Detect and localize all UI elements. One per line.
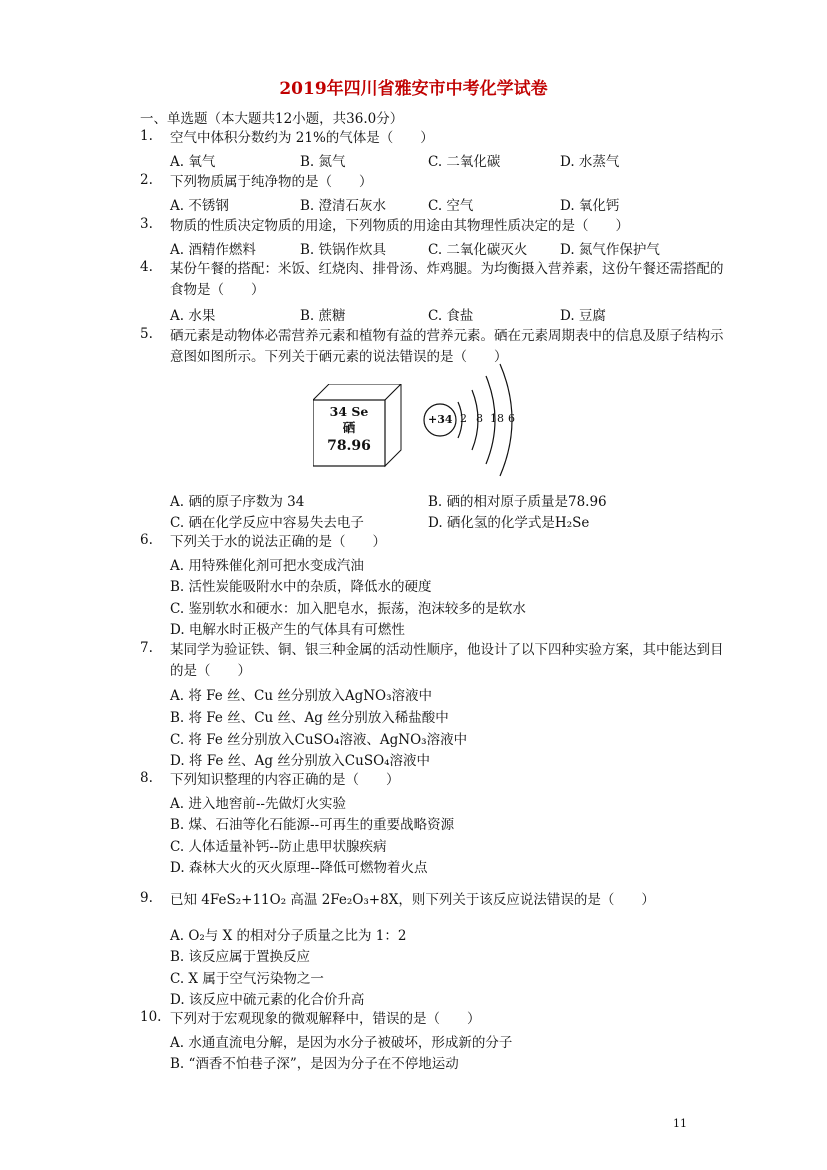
element-name: 硒 (342, 420, 356, 435)
option-c: C. 空气 (428, 198, 474, 214)
option-c: C. 鉴别软水和硬水：加入肥皂水，振荡，泡沫较多的是软水 (170, 601, 526, 617)
option-d: D. 豆腐 (560, 308, 606, 324)
question-number: 6. (140, 532, 153, 548)
option-a: A. O₂与 X 的相对分子质量之比为 1：2 (170, 928, 407, 944)
question-stem: 物质的性质决定物质的用途，下列物质的用途由其物理性质决定的是（ ） (170, 218, 629, 234)
nucleus-charge: +34 (428, 413, 453, 426)
option-a: A. 水果 (170, 308, 216, 324)
question-stem: 某同学为验证铁、铜、银三种金属的活动性顺序，他设计了以下四种实验方案，其中能达到目的是（ ） (170, 642, 724, 679)
option-b: B. 澄清石灰水 (300, 198, 387, 214)
question-number: 4. (140, 259, 153, 275)
option-d: D. 电解水时正极产生的气体具有可燃性 (170, 622, 405, 638)
option-d: D. 氧化钙 (560, 198, 620, 214)
question-number: 5. (140, 326, 153, 342)
question-number: 8. (140, 770, 153, 786)
option-b: B. 煤、石油等化石能源--可再生的重要战略资源 (170, 817, 455, 833)
option-c: C. 将 Fe 丝分别放入CuSO₄溶液、AgNO₃溶液中 (170, 732, 468, 748)
option-d: D. 森林大火的灭火原理--降低可燃物着火点 (170, 860, 428, 876)
option-b: B. 该反应属于置换反应 (170, 949, 311, 965)
question-stem: 某份午餐的搭配：米饭、红烧肉、排骨汤、炸鸡腿。为均衡摄入营养素，这份午餐还需搭配的食物是（ ） (170, 261, 724, 298)
option-b: B. 蔗糖 (300, 308, 346, 324)
option-c: C. 硒在化学反应中容易失去电子 (170, 515, 364, 531)
option-d: D. 硒化氢的化学式是H₂Se (428, 515, 590, 531)
section-heading: 一、单选题（本大题共12小题，共36.0分） (140, 111, 404, 127)
option-a: A. 不锈钢 (170, 198, 229, 214)
option-d: D. 氮气作保护气 (560, 242, 660, 258)
option-b: B. 氮气 (300, 154, 346, 170)
page-number: 11 (673, 1117, 687, 1130)
question-number: 10. (140, 1009, 162, 1025)
option-a: A. 硒的原子序数为 34 (170, 494, 305, 510)
question-number: 1. (140, 128, 153, 144)
question-number: 2. (140, 172, 153, 188)
shell-3-electrons: 18 (490, 412, 504, 425)
option-c: C. 食盐 (428, 308, 474, 324)
option-b: B. “酒香不怕巷子深”，是因为分子在不停地运动 (170, 1056, 459, 1072)
option-d: D. 将 Fe 丝、Ag 丝分别放入CuSO₄溶液中 (170, 753, 431, 769)
question-number: 3. (140, 216, 153, 232)
option-c: C. 二氧化碳 (428, 154, 501, 170)
question-stem: 硒元素是动物体必需营养元素和植物有益的营养元素。硒在元素周期表中的信息及原子结构示意图如图所示。下列关于硒元素的说法错误的是（ ） (170, 328, 724, 365)
option-b: B. 铁锅作炊具 (300, 242, 387, 258)
option-d: D. 该反应中硫元素的化合价升高 (170, 992, 365, 1008)
question-stem: 下列物质属于纯净物的是（ ） (170, 174, 373, 190)
question-stem: 已知 4FeS₂+11O₂ 高温 2Fe₂O₃+8X，则下列关于该反应说法错误的是（ ） (170, 892, 655, 908)
question-number: 9. (140, 890, 153, 906)
question-stem: 下列关于水的说法正确的是（ ） (170, 534, 386, 550)
option-b: B. 硒的相对原子质量是78.96 (428, 494, 607, 510)
option-c: C. 人体适量补钙--防止患甲状腺疾病 (170, 839, 387, 855)
element-mass: 78.96 (327, 438, 371, 454)
option-a: A. 酒精作燃料 (170, 242, 256, 258)
shell-2-electrons: 8 (476, 412, 483, 425)
question-stem: 下列对于宏观现象的微观解释中，错误的是（ ） (170, 1011, 481, 1027)
option-a: A. 水通直流电分解，是因为水分子被破坏，形成新的分子 (170, 1035, 513, 1051)
option-c: C. X 属于空气污染物之一 (170, 971, 324, 987)
option-a: A. 氧气 (170, 154, 216, 170)
page-title: 2019年四川省雅安市中考化学试卷 (279, 79, 548, 99)
option-b: B. 将 Fe 丝、Cu 丝、Ag 丝分别放入稀盐酸中 (170, 710, 449, 726)
option-a: A. 用特殊催化剂可把水变成汽油 (170, 558, 364, 574)
question-stem: 空气中体积分数约为 21%的气体是（ ） (170, 130, 434, 146)
option-c: C. 二氧化碳灭火 (428, 242, 528, 258)
option-d: D. 水蒸气 (560, 154, 620, 170)
atomic-structure-diagram (420, 362, 530, 496)
shell-1-electrons: 2 (460, 412, 467, 425)
option-a: A. 进入地窖前--先做灯火实验 (170, 796, 346, 812)
question-number: 7. (140, 640, 153, 656)
element-number-symbol: 34 Se (329, 404, 369, 419)
shell-4-electrons: 6 (508, 412, 515, 425)
atom-shells-icon (420, 362, 530, 492)
option-b: B. 活性炭能吸附水中的杂质，降低水的硬度 (170, 579, 432, 595)
question-stem: 下列知识整理的内容正确的是（ ） (170, 772, 400, 788)
option-a: A. 将 Fe 丝、Cu 丝分别放入AgNO₃溶液中 (170, 688, 433, 704)
periodic-table-cell-figure (313, 384, 403, 473)
